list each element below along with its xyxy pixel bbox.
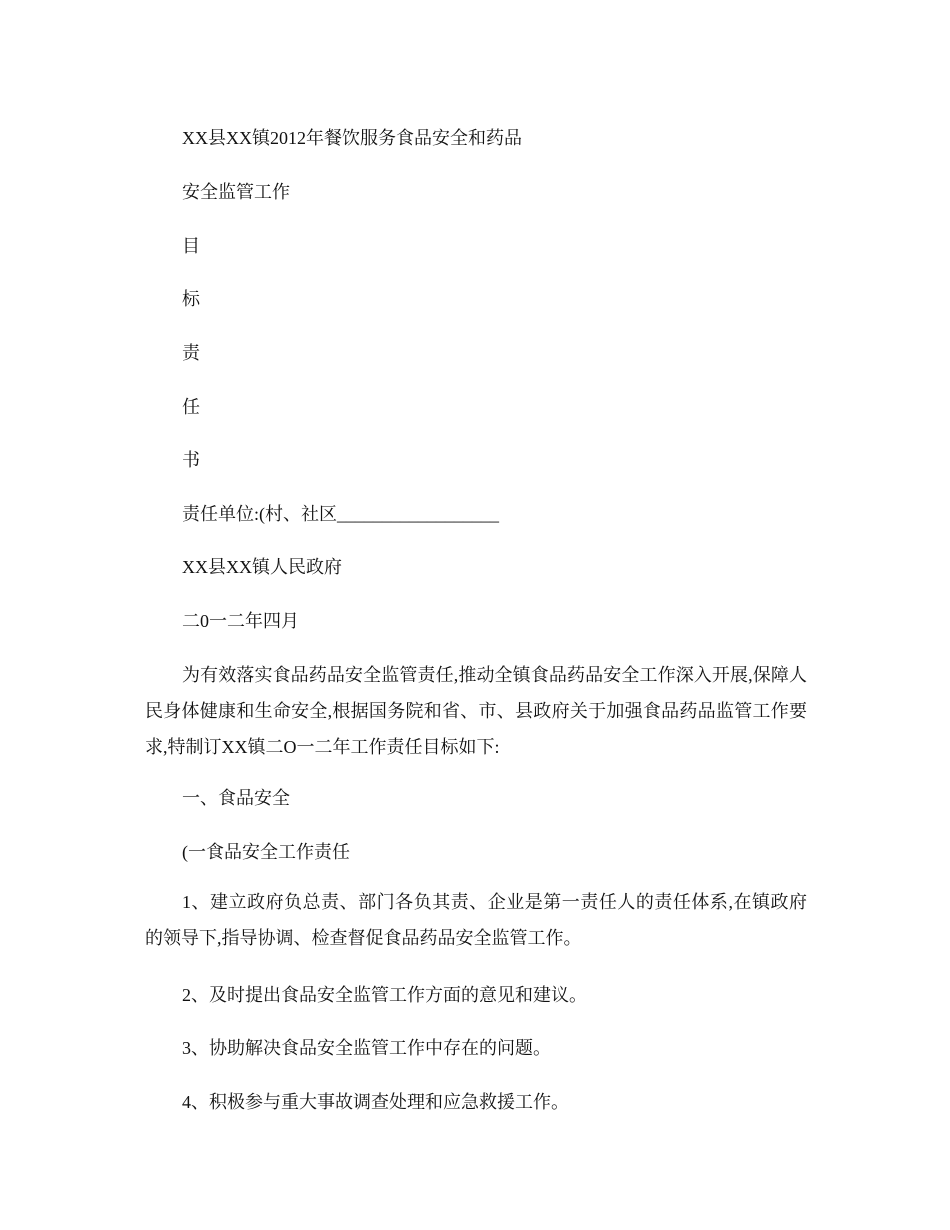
title-char-shu: 书 (182, 450, 200, 470)
responsible-unit-line: 责任单位:(村、社区__________________ (182, 504, 499, 524)
issuer-line: XX县XX镇人民政府 (182, 557, 342, 577)
list-item: 2、及时提出食品安全监管工作方面的意见和建议。 (182, 985, 587, 1005)
title-char-biao: 标 (182, 289, 200, 309)
title-line-2: 安全监管工作 (182, 182, 290, 202)
intro-paragraph: 为有效落实食品药品安全监管责任,推动全镇食品药品安全工作深入开展,保障人民身体健康和生命安全,根据国务院和省、市、县政府关于加强食品药品监管工作要求,特制订XX镇二O一二年工作责任目标如下: (145, 665, 807, 757)
title-char-mu: 目 (182, 236, 200, 256)
list-item: 4、积极参与重大事故调查处理和应急救援工作。 (182, 1092, 569, 1112)
title-char-ren: 任 (182, 397, 200, 417)
list-item: 3、协助解决食品安全监管工作中存在的问题。 (182, 1038, 551, 1058)
list-item: 1、建立政府负总责、部门各负其责、企业是第一责任人的责任体系,在镇政府的领导下,指导协调、检查督促食品药品安全监管工作。 (145, 892, 807, 948)
subsection-heading-responsibility: (一食品安全工作责任 (182, 842, 350, 862)
date-line: 二0一二年四月 (182, 611, 299, 631)
title-char-ze: 责 (182, 343, 200, 363)
section-heading-food-safety: 一、食品安全 (182, 788, 290, 808)
title-line-1: XX县XX镇2012年餐饮服务食品安全和药品 (182, 128, 522, 148)
